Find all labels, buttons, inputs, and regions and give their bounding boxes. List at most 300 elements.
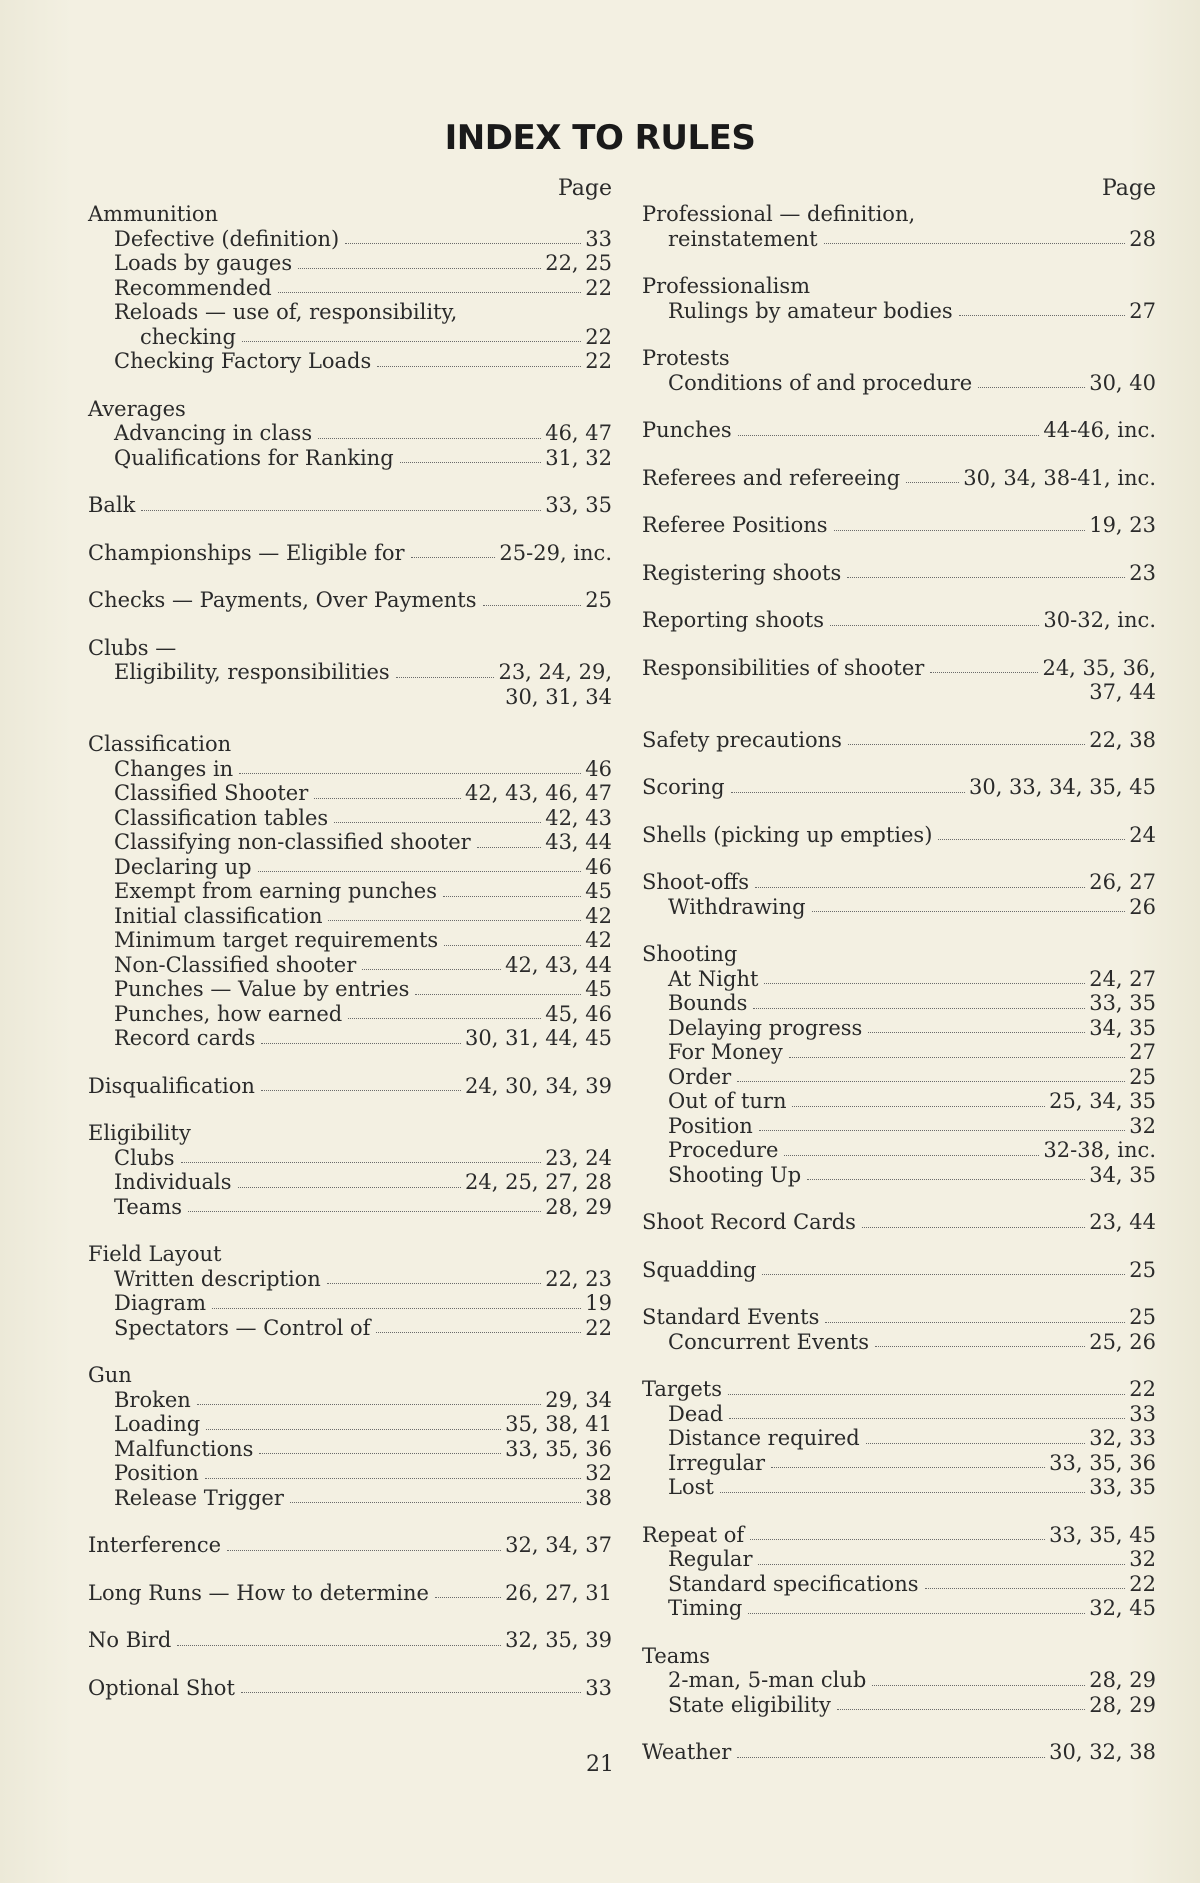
page-column-header: Page bbox=[1101, 176, 1156, 201]
index-entry bbox=[668, 1114, 1156, 1139]
index-entry-pages: 24, 30, 34, 39 bbox=[465, 1073, 612, 1098]
dot-leader bbox=[738, 434, 1040, 436]
dot-leader bbox=[812, 910, 1126, 912]
index-entry bbox=[88, 1533, 612, 1558]
dot-leader bbox=[227, 1549, 501, 1551]
dot-leader bbox=[862, 1226, 1085, 1228]
dot-leader bbox=[328, 919, 581, 921]
index-entry-pages: 45 bbox=[585, 879, 612, 903]
dot-leader bbox=[830, 624, 1039, 626]
index-entry-label: Loading bbox=[114, 1412, 201, 1436]
index-group bbox=[88, 397, 612, 471]
index-entry-label: Bounds bbox=[668, 991, 748, 1015]
index-entry bbox=[114, 227, 612, 252]
index-entry-pages: 33, 35, 36 bbox=[505, 1436, 612, 1461]
index-entry bbox=[668, 1138, 1156, 1163]
dot-leader bbox=[720, 1491, 1085, 1493]
dot-leader bbox=[444, 944, 581, 946]
index-entry-pages: 34, 35 bbox=[1089, 1162, 1156, 1187]
index-entry bbox=[668, 1402, 1156, 1427]
index-entry-label: Scoring bbox=[642, 775, 725, 799]
index-entry bbox=[114, 1412, 612, 1437]
index-entry bbox=[642, 728, 1156, 753]
index-group bbox=[642, 823, 1156, 848]
index-group bbox=[88, 1363, 612, 1510]
index-entry-label: Safety precautions bbox=[642, 727, 842, 752]
index-heading: Clubs — bbox=[88, 635, 177, 660]
index-entry bbox=[642, 561, 1156, 586]
dot-leader bbox=[318, 437, 541, 439]
dot-leader bbox=[212, 1307, 581, 1309]
index-entry-label: Standard specifications bbox=[668, 1571, 919, 1596]
dot-leader bbox=[411, 556, 496, 558]
index-entry-pages: 25-29, inc. bbox=[499, 540, 612, 565]
index-entry-label: Out of turn bbox=[668, 1089, 787, 1113]
dot-leader bbox=[728, 1393, 1125, 1395]
index-entry bbox=[668, 1065, 1156, 1090]
index-entry-pages: 24 bbox=[1129, 822, 1156, 847]
dot-leader bbox=[930, 671, 1038, 673]
index-entry bbox=[114, 830, 612, 855]
index-entry bbox=[88, 1628, 612, 1653]
index-entry bbox=[88, 1676, 612, 1701]
index-group bbox=[88, 732, 612, 1051]
index-entry-pages: 32, 45 bbox=[1089, 1596, 1156, 1620]
index-entry-label: For Money bbox=[668, 1040, 783, 1064]
index-entry-label: Teams bbox=[114, 1194, 183, 1219]
index-entry bbox=[114, 781, 612, 806]
index-entry-pages: 46, 47 bbox=[545, 421, 612, 445]
index-entry bbox=[88, 588, 612, 613]
index-entry-label: Referees and refereeing bbox=[642, 465, 901, 490]
index-group bbox=[88, 493, 612, 518]
index-entry-label: Classification tables bbox=[114, 805, 329, 830]
index-entry-pages: 25, 34, 35 bbox=[1049, 1089, 1156, 1113]
index-entry-pages: 22, 25 bbox=[545, 251, 612, 275]
index-heading: Professionalism bbox=[642, 274, 811, 298]
index-entry bbox=[668, 1668, 1156, 1693]
dot-leader bbox=[792, 1105, 1045, 1107]
index-entry-pages: 23 bbox=[1129, 560, 1156, 585]
index-entry-label: Classifying non-classified shooter bbox=[114, 830, 471, 854]
dot-leader bbox=[784, 1154, 1039, 1156]
index-entry-pages: 33, 35, 36 bbox=[1049, 1450, 1156, 1475]
index-entry-label: Shells (picking up empties) bbox=[642, 822, 933, 847]
index-entry-label: Dead bbox=[668, 1401, 724, 1426]
index-entry-label: Broken bbox=[114, 1387, 191, 1412]
dot-leader bbox=[206, 1428, 501, 1430]
index-heading: Shooting bbox=[642, 942, 738, 966]
dot-leader bbox=[872, 1684, 1085, 1686]
index-entry-pages: 24, 27 bbox=[1089, 966, 1156, 991]
index-entry-label: Punches — Value by entries bbox=[114, 977, 410, 1001]
index-entry bbox=[668, 1426, 1156, 1451]
dot-leader bbox=[729, 1417, 1125, 1419]
index-entry-pages: 46 bbox=[585, 756, 612, 781]
dot-leader bbox=[755, 886, 1085, 888]
index-group bbox=[88, 1581, 612, 1606]
index-entry-pages: 28 bbox=[1129, 226, 1156, 251]
index-group bbox=[88, 1676, 612, 1701]
index-entry bbox=[668, 371, 1156, 396]
index-group bbox=[642, 1377, 1156, 1500]
index-entry-pages: 25 bbox=[1129, 1305, 1156, 1329]
dot-leader bbox=[314, 797, 461, 799]
index-entry-label: Checks — Payments, Over Payments bbox=[88, 588, 477, 612]
index-entry-label: Individuals bbox=[114, 1170, 232, 1194]
dot-leader bbox=[759, 1129, 1126, 1131]
index-group bbox=[88, 1074, 612, 1099]
index-group bbox=[642, 1305, 1156, 1354]
index-entry-pages: 22 bbox=[1129, 1377, 1156, 1401]
index-entry-label: Minimum target requirements bbox=[114, 928, 439, 952]
index-entry-pages: 30-32, inc. bbox=[1043, 608, 1156, 632]
dot-leader bbox=[290, 1501, 581, 1503]
index-entry bbox=[114, 855, 612, 880]
index-entry-label: Recommended bbox=[114, 275, 272, 300]
dot-leader bbox=[866, 1442, 1085, 1444]
index-entry bbox=[114, 325, 612, 350]
index-heading: Ammunition bbox=[88, 202, 219, 226]
index-entry-pages: 42, 43 bbox=[545, 805, 612, 830]
index-group bbox=[642, 656, 1156, 705]
index-heading: Field Layout bbox=[88, 1242, 222, 1266]
index-entry bbox=[114, 1437, 612, 1462]
index-entry-label: Withdrawing bbox=[668, 894, 806, 919]
index-entry-label: Concurrent Events bbox=[668, 1329, 870, 1354]
index-entry-label: Registering shoots bbox=[642, 560, 842, 585]
index-entry-label: Delaying progress bbox=[668, 1015, 863, 1040]
index-entry-label: Changes in bbox=[114, 756, 234, 781]
index-heading: Gun bbox=[88, 1363, 132, 1387]
index-entry-pages: 32, 35, 39 bbox=[505, 1628, 612, 1652]
index-entry bbox=[668, 227, 1156, 252]
index-entry-pages: 25 bbox=[1129, 1257, 1156, 1282]
index-entry bbox=[114, 251, 612, 276]
index-entry-pages: 24, 25, 27, 28 bbox=[465, 1170, 612, 1194]
index-entry bbox=[114, 276, 612, 301]
index-entry-pages: 22, 38 bbox=[1089, 727, 1156, 752]
index-entry-label: Repeat of bbox=[642, 1522, 745, 1547]
index-heading: Teams bbox=[642, 1643, 711, 1668]
index-entry bbox=[668, 1572, 1156, 1597]
index-entry bbox=[114, 1316, 612, 1341]
index-entry bbox=[668, 1163, 1156, 1188]
dot-leader bbox=[753, 1007, 1085, 1009]
dot-leader bbox=[906, 481, 959, 483]
dot-leader bbox=[205, 1477, 582, 1479]
index-group bbox=[642, 274, 1156, 323]
index-group bbox=[642, 1523, 1156, 1621]
index-entry-label: Classified Shooter bbox=[114, 781, 309, 805]
index-entry-label: Conditions of and procedure bbox=[668, 370, 973, 395]
index-entry-label: Non-Classified shooter bbox=[114, 952, 357, 977]
index-entry bbox=[642, 513, 1156, 538]
index-entry-label: No Bird bbox=[88, 1628, 172, 1652]
dot-leader bbox=[259, 1452, 501, 1454]
dot-leader bbox=[824, 242, 1126, 244]
index-entry-pages-continued: 30, 31, 34 bbox=[505, 684, 612, 709]
index-group bbox=[88, 1533, 612, 1558]
index-entry-pages: 38 bbox=[585, 1485, 612, 1510]
index-entry-pages: 35, 38, 41 bbox=[505, 1412, 612, 1436]
index-entry-pages: 22 bbox=[585, 349, 612, 373]
index-group bbox=[88, 202, 612, 374]
index-entry bbox=[114, 1267, 612, 1292]
index-entry bbox=[114, 928, 612, 953]
index-entry bbox=[114, 1461, 612, 1486]
index-entry-label: Rulings by amateur bodies bbox=[668, 298, 953, 323]
dot-leader bbox=[261, 1089, 461, 1091]
dot-leader bbox=[181, 1161, 542, 1163]
index-entry bbox=[114, 1002, 612, 1027]
index-entry-label: Eligibility, responsibilities bbox=[114, 660, 390, 684]
index-entry bbox=[642, 1305, 1156, 1330]
index-entry-label: Timing bbox=[668, 1596, 743, 1620]
index-heading: Professional — definition, bbox=[642, 202, 916, 226]
index-entry-label: 2-man, 5-man club bbox=[668, 1668, 867, 1692]
index-entry-label: At Night bbox=[668, 966, 759, 991]
index-entry bbox=[642, 656, 1156, 681]
index-entry-label: Exempt from earning punches bbox=[114, 879, 437, 903]
index-group bbox=[88, 1121, 612, 1219]
index-entry-label: Squadding bbox=[642, 1257, 757, 1282]
index-group bbox=[642, 202, 1156, 251]
dot-leader bbox=[938, 838, 1125, 840]
index-entry-pages: 24, 35, 36, bbox=[1042, 655, 1156, 680]
index-entry bbox=[668, 1451, 1156, 1476]
index-group bbox=[642, 561, 1156, 586]
index-entry-label: Optional Shot bbox=[88, 1675, 235, 1700]
index-entry-label: Standard Events bbox=[642, 1305, 820, 1329]
index-entry-pages: 22 bbox=[1129, 1571, 1156, 1596]
index-entry-label: Long Runs — How to determine bbox=[88, 1580, 429, 1605]
index-group bbox=[642, 942, 1156, 1187]
index-entry bbox=[668, 299, 1156, 324]
index-entry-pages: 27 bbox=[1129, 1040, 1156, 1064]
dot-leader bbox=[239, 772, 581, 774]
index-entry bbox=[114, 349, 612, 374]
index-entry-pages: 22, 23 bbox=[545, 1266, 612, 1291]
dot-leader bbox=[327, 1282, 541, 1284]
index-entry-pages: 33 bbox=[1129, 1401, 1156, 1426]
index-entry bbox=[668, 1596, 1156, 1621]
dot-leader bbox=[875, 1345, 1085, 1347]
index-entry-label: Targets bbox=[642, 1377, 723, 1401]
dot-leader bbox=[748, 1612, 1085, 1614]
index-entry-pages: 33 bbox=[585, 226, 612, 251]
index-entry bbox=[114, 1026, 612, 1051]
dot-leader bbox=[400, 461, 542, 463]
index-entry-pages: 45 bbox=[585, 977, 612, 1001]
index-entry bbox=[642, 870, 1156, 895]
index-entry bbox=[114, 806, 612, 831]
index-entry-label: Lost bbox=[668, 1475, 714, 1499]
index-entry-pages: 23, 24 bbox=[545, 1145, 612, 1170]
dot-leader bbox=[377, 365, 581, 367]
index-entry-pages: 26 bbox=[1129, 894, 1156, 919]
index-entry bbox=[642, 1523, 1156, 1548]
index-entry bbox=[642, 418, 1156, 443]
dot-leader bbox=[825, 1321, 1125, 1323]
index-entry-label: Shoot Record Cards bbox=[642, 1210, 856, 1234]
dot-leader bbox=[868, 1031, 1085, 1033]
index-entry-pages: 23, 44 bbox=[1089, 1210, 1156, 1234]
index-entry-label: Diagram bbox=[114, 1291, 206, 1315]
index-entry-pages: 33, 35 bbox=[545, 493, 612, 517]
index-entry-pages: 32 bbox=[1129, 1547, 1156, 1571]
index-entry bbox=[88, 541, 612, 566]
index-heading: Classification bbox=[88, 732, 232, 756]
index-entry-pages: 44-46, inc. bbox=[1043, 418, 1156, 442]
index-entry bbox=[114, 977, 612, 1002]
dot-leader bbox=[278, 291, 582, 293]
index-entry-label: Defective (definition) bbox=[114, 226, 340, 251]
index-entry-label: Responsibilities of shooter bbox=[642, 655, 925, 680]
dot-leader bbox=[834, 529, 1086, 531]
index-entry-label: Reloads — use of, responsibility, bbox=[114, 300, 458, 324]
index-entry-label: Release Trigger bbox=[114, 1485, 284, 1510]
index-entry-label: Distance required bbox=[668, 1426, 860, 1450]
page-number: 21 bbox=[586, 1752, 614, 1777]
index-left-column bbox=[88, 177, 612, 1700]
index-group bbox=[88, 636, 612, 710]
index-heading: Averages bbox=[88, 396, 186, 421]
dot-leader bbox=[345, 242, 581, 244]
index-entry bbox=[668, 991, 1156, 1016]
index-entry bbox=[642, 1210, 1156, 1235]
index-entry-pages: 33 bbox=[585, 1675, 612, 1700]
index-entry-label: Regular bbox=[668, 1547, 753, 1571]
index-entry-pages-continued: 37, 44 bbox=[1089, 680, 1156, 704]
index-entry-label: Record cards bbox=[114, 1026, 256, 1050]
index-entry bbox=[114, 1195, 612, 1220]
index-entry-label: Loads by gauges bbox=[114, 251, 293, 275]
index-entry-pages: 23, 24, 29, bbox=[498, 660, 612, 684]
dot-leader bbox=[762, 1273, 1125, 1275]
index-group bbox=[642, 346, 1156, 395]
index-entry-label-continued: checking bbox=[140, 324, 236, 349]
index-group bbox=[642, 513, 1156, 538]
index-entry bbox=[668, 1016, 1156, 1041]
index-entry-pages: 30, 33, 34, 35, 45 bbox=[968, 775, 1156, 799]
index-entry bbox=[114, 1486, 612, 1511]
index-entry-label: Disqualification bbox=[88, 1073, 255, 1098]
index-entry-pages: 42, 43, 44 bbox=[505, 952, 612, 977]
index-entry bbox=[642, 823, 1156, 848]
index-entry bbox=[114, 757, 612, 782]
index-entry bbox=[668, 1330, 1156, 1355]
index-group bbox=[642, 775, 1156, 800]
dot-leader bbox=[758, 1563, 1125, 1565]
index-entry-pages: 26, 27 bbox=[1089, 870, 1156, 894]
index-group bbox=[642, 1210, 1156, 1235]
index-entry-pages: 28, 29 bbox=[1089, 1668, 1156, 1692]
index-entry-pages: 26, 27, 31 bbox=[505, 1580, 612, 1605]
index-entry-label: Order bbox=[668, 1064, 732, 1089]
index-entry-pages: 22 bbox=[585, 275, 612, 300]
index-group bbox=[88, 1628, 612, 1653]
index-entry-pages: 29, 34 bbox=[545, 1387, 612, 1412]
index-entry-label: Procedure bbox=[668, 1138, 779, 1162]
index-entry-label: Punches, how earned bbox=[114, 1001, 343, 1026]
index-entry-pages: 30, 31, 44, 45 bbox=[465, 1026, 612, 1050]
index-heading: Protests bbox=[642, 346, 730, 370]
index-group bbox=[642, 1644, 1156, 1718]
dot-leader bbox=[241, 1691, 581, 1693]
index-entry-label: Referee Positions bbox=[642, 513, 828, 537]
dot-leader bbox=[197, 1403, 541, 1405]
index-entry-label: Shooting Up bbox=[668, 1162, 802, 1187]
index-entry bbox=[88, 1074, 612, 1099]
index-entry-pages: 32, 34, 37 bbox=[505, 1533, 612, 1557]
index-entry-label: Written description bbox=[114, 1266, 321, 1291]
dot-leader bbox=[847, 576, 1125, 578]
dot-leader bbox=[238, 1186, 462, 1188]
index-entry-pages: 25, 26 bbox=[1089, 1329, 1156, 1354]
index-entry-pages: 33, 35 bbox=[1089, 991, 1156, 1015]
index-group bbox=[642, 1258, 1156, 1283]
dot-leader bbox=[764, 982, 1085, 984]
index-entry-pages: 32 bbox=[585, 1461, 612, 1485]
dot-leader bbox=[396, 676, 495, 678]
index-heading: Eligibility bbox=[88, 1121, 191, 1145]
index-entry-label: Spectators — Control of bbox=[114, 1315, 371, 1340]
dot-leader bbox=[334, 821, 541, 823]
dot-leader bbox=[242, 340, 581, 342]
dot-leader bbox=[837, 1708, 1085, 1710]
index-entry bbox=[114, 1146, 612, 1171]
index-entry-pages: 25 bbox=[1129, 1064, 1156, 1089]
index-entry-label: Initial classification bbox=[114, 903, 323, 928]
dot-leader bbox=[978, 386, 1085, 388]
index-entry-pages: 25 bbox=[585, 588, 612, 612]
page-column-header: Page bbox=[557, 176, 612, 201]
index-entry bbox=[114, 879, 612, 904]
dot-leader bbox=[789, 1056, 1126, 1058]
index-entry-pages: 22 bbox=[585, 324, 612, 349]
index-entry-label: Checking Factory Loads bbox=[114, 349, 372, 373]
index-entry bbox=[642, 1258, 1156, 1283]
index-entry-pages: 28, 29 bbox=[1089, 1692, 1156, 1717]
index-entry-label: Reporting shoots bbox=[642, 608, 824, 632]
dot-leader bbox=[435, 1596, 501, 1598]
dot-leader bbox=[771, 1466, 1045, 1468]
dot-leader bbox=[807, 1178, 1085, 1180]
index-entry bbox=[668, 1693, 1156, 1718]
index-entry bbox=[88, 493, 612, 518]
index-entry-label: reinstatement bbox=[668, 226, 818, 251]
index-entry-label: Position bbox=[668, 1113, 753, 1138]
index-entry-label: Interference bbox=[88, 1533, 222, 1557]
index-entry-pages: 42 bbox=[585, 928, 612, 952]
index-entry bbox=[114, 446, 612, 471]
index-entry-label: State eligibility bbox=[668, 1692, 831, 1717]
index-entry-pages: 42 bbox=[585, 903, 612, 928]
index-entry bbox=[114, 904, 612, 929]
index-group bbox=[642, 466, 1156, 491]
index-entry-label: Irregular bbox=[668, 1450, 766, 1475]
index-entry-label: Punches bbox=[642, 418, 732, 442]
index-entry-pages: 32-38, inc. bbox=[1043, 1138, 1156, 1162]
index-entry-label: Malfunctions bbox=[114, 1436, 254, 1461]
dot-leader bbox=[750, 1538, 1045, 1540]
dot-leader bbox=[477, 846, 542, 848]
index-entry-pages: 33, 35 bbox=[1089, 1475, 1156, 1499]
dot-leader bbox=[376, 1331, 581, 1333]
index-entry-pages: 19, 23 bbox=[1089, 513, 1156, 537]
index-entry-pages: 22 bbox=[585, 1315, 612, 1340]
